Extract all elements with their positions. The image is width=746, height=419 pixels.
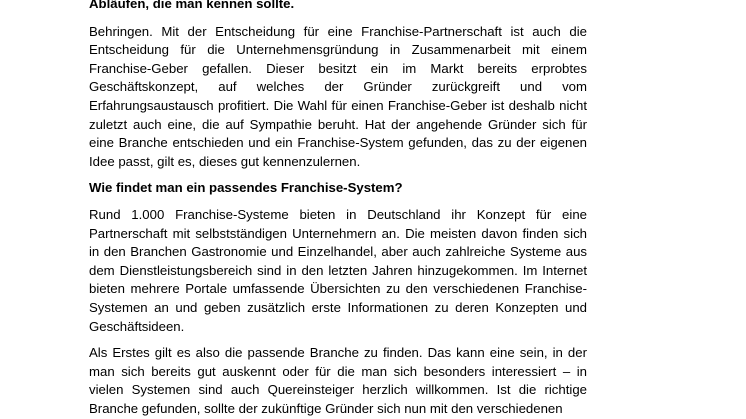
paragraph-intro: Behringen. Mit der Entscheidung für eine Franchise-Partnerschaft ist auch die Entscheidung für die Unternehmensgründung in Zusammenarbeit mit einem Franchise-Geber gefallen. Dieser besitzt ein im Markt bereits erprobtes Geschäftskonzept, auf welches der Gründer zurückgreift und vom Erfahrungsaustausch profitiert. Die Wahl für einen Franchise-Geber ist deshalb nicht zuletzt auch eine, die auf Sympathie beruht. Hat der angehende Gründer sich für eine Branche entschieden und ein Franchise-System gefunden, das zu der eigenen Idee passt, gilt es, dieses gut kennenzulernen. [89, 23, 587, 169]
paragraph-branch: Als Erstes gilt es also die passende Branche zu finden. Das kann eine sein, in der man sich bereits gut auskennt oder für die man sich besonders interessiert – in vielen Systemen sind auch Quereinsteiger herzlich willkommen. Ist die richtige Branche gefunden, sollte der zukünftige Gründer sich nun mit den verschiedenen [89, 345, 587, 416]
document-page [89, 0, 587, 418]
intro-heading-tail: Abläufen, die man kennen sollte. [89, 0, 295, 11]
paragraph-systems: Rund 1.000 Franchise-Systeme bieten in Deutschland ihr Konzept für eine Partnerschaft mit selbstständigen Unternehmern an. Die meisten davon finden sich in den Branchen Gastronomie und Einzelhandel, aber auch zahlreiche Systeme aus dem Dienstleistungsbereich sind in den letzten Jahren hinzugekommen. Im Internet bieten mehrere Portale umfassende Übersichten zu den verschiedenen Franchise-Systemen an und geben zusätzlich erste Informationen zu deren Konzepten und Geschäftsideen. [89, 206, 587, 334]
section-subheading: Wie findet man ein passendes Franchise-System? [89, 180, 403, 196]
